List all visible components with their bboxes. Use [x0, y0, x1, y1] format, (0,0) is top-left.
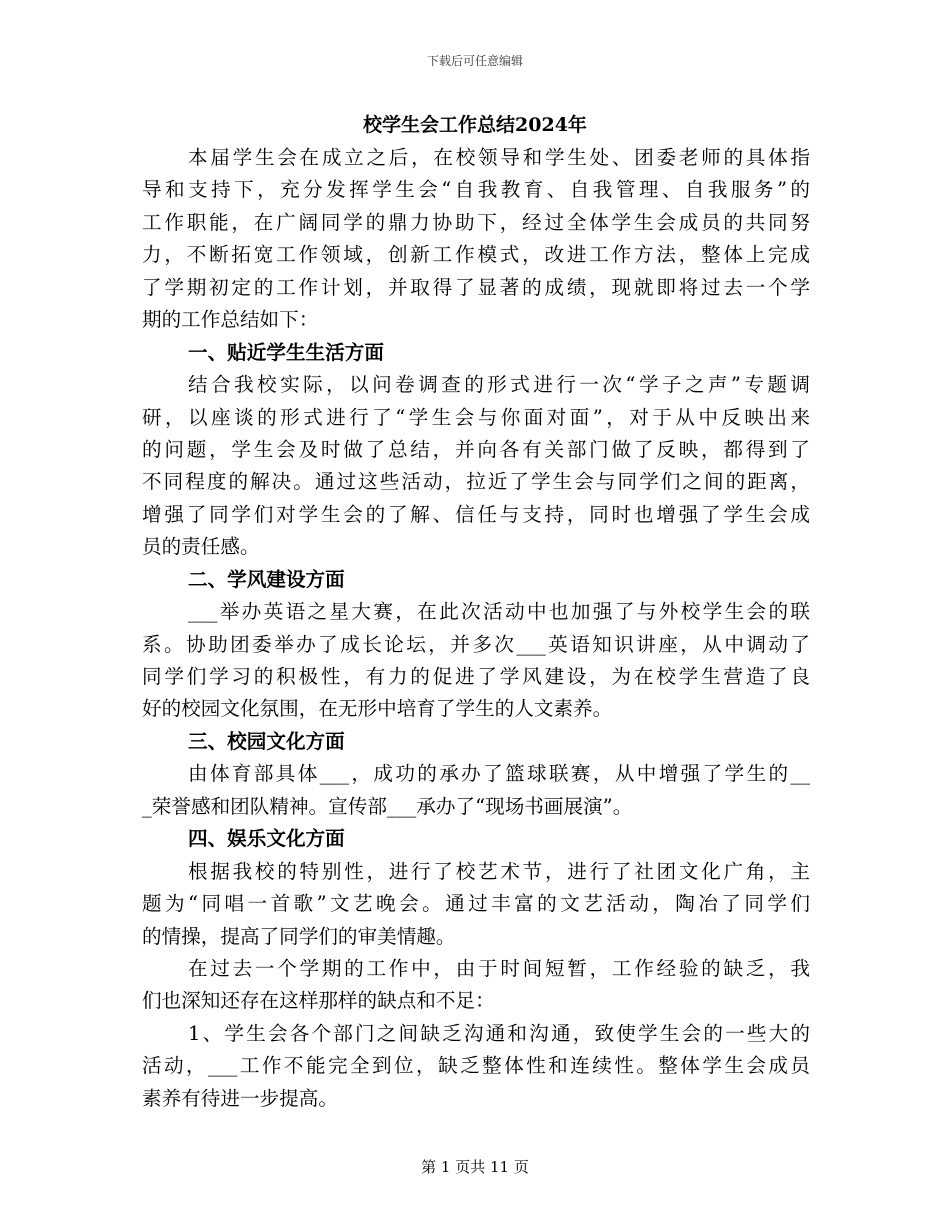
text-line: 1、学生会各个部门之间缺乏沟通和沟通，致使学生会的一些大的: [188, 1021, 810, 1045]
text-line: 根据我校的特别性，进行了校艺术节，进行了社团文化广角，主: [188, 859, 810, 883]
section-heading: 一、贴近学生生活方面: [188, 340, 384, 364]
text-line: 本届学生会在成立之后，在校领导和学生处、团委老师的具体指: [188, 146, 810, 169]
text-line: 员的责任感。: [142, 535, 260, 559]
text-line: 好的校园文化氛围，在无形中培育了学生的人文素养。: [142, 697, 613, 721]
page-footer: 第 1 页共 11 页: [421, 1158, 529, 1176]
text-line: 工作职能，在广阔同学的鼎力协助下，经过全体学生会成员的共同努: [142, 210, 810, 234]
text-line: 题为“同唱一首歌”文艺晚会。通过丰富的文艺活动，陶冶了同学们: [142, 892, 810, 916]
text-line: 素养有待进一步提高。: [142, 1086, 338, 1110]
text-line: 不同程度的解决。通过这些活动，拉近了学生会与同学们之间的距离，: [142, 470, 810, 494]
page-header-note: 下载后可任意编辑: [426, 54, 523, 68]
text-line: 由体育部具体___，成功的承办了篮球联赛，从中增强了学生的__: [188, 762, 810, 786]
text-line: 系。协助团委举办了成长论坛，并多次___英语知识讲座，从中调动了: [142, 632, 810, 656]
text-line: _荣誉感和团队精神。宣传部___承办了“现场书画展演”。: [142, 794, 633, 818]
text-line: 期的工作总结如下：: [142, 308, 319, 332]
text-line: 研，以座谈的形式进行了“学生会与你面对面”，对于从中反映出来: [142, 405, 810, 429]
text-line: 在过去一个学期的工作中，由于时间短暂，工作经验的缺乏，我: [188, 956, 810, 980]
section-heading: 四、娱乐文化方面: [188, 827, 345, 851]
text-line: 导和支持下，充分发挥学生会“自我教育、自我管理、自我服务”的: [142, 178, 810, 202]
text-line: 同学们学习的积极性，有力的促进了学风建设，为在校学生营造了良: [142, 665, 810, 688]
document-body: [142, 142, 810, 1115]
text-line: 的问题，学生会及时做了总结，并向各有关部门做了反映，都得到了: [142, 437, 810, 461]
text-line: 了学期初定的工作计划，并取得了显著的成绩，现就即将过去一个学: [142, 275, 810, 299]
text-line: ___举办英语之星大赛，在此次活动中也加强了与外校学生会的联: [188, 600, 810, 624]
text-line: 增强了同学们对学生会的了解、信任与支持，同时也增强了学生会成: [142, 502, 810, 526]
section-heading: 三、校园文化方面: [188, 729, 345, 753]
text-line: 们也深知还存在这样那样的缺点和不足：: [142, 989, 495, 1013]
document-title: 校学生会工作总结2024年: [363, 114, 587, 136]
section-heading: 二、学风建设方面: [188, 567, 345, 591]
text-line: 活动，___工作不能完全到位，缺乏整体性和连续性。整体学生会成员: [142, 1054, 810, 1078]
text-line: 力，不断拓宽工作领域，创新工作模式，改进工作方法，整体上完成: [142, 243, 810, 267]
text-line: 的情操，提高了同学们的审美情趣。: [142, 924, 456, 948]
text-line: 结合我校实际，以问卷调查的形式进行一次“学子之声”专题调: [188, 373, 810, 397]
